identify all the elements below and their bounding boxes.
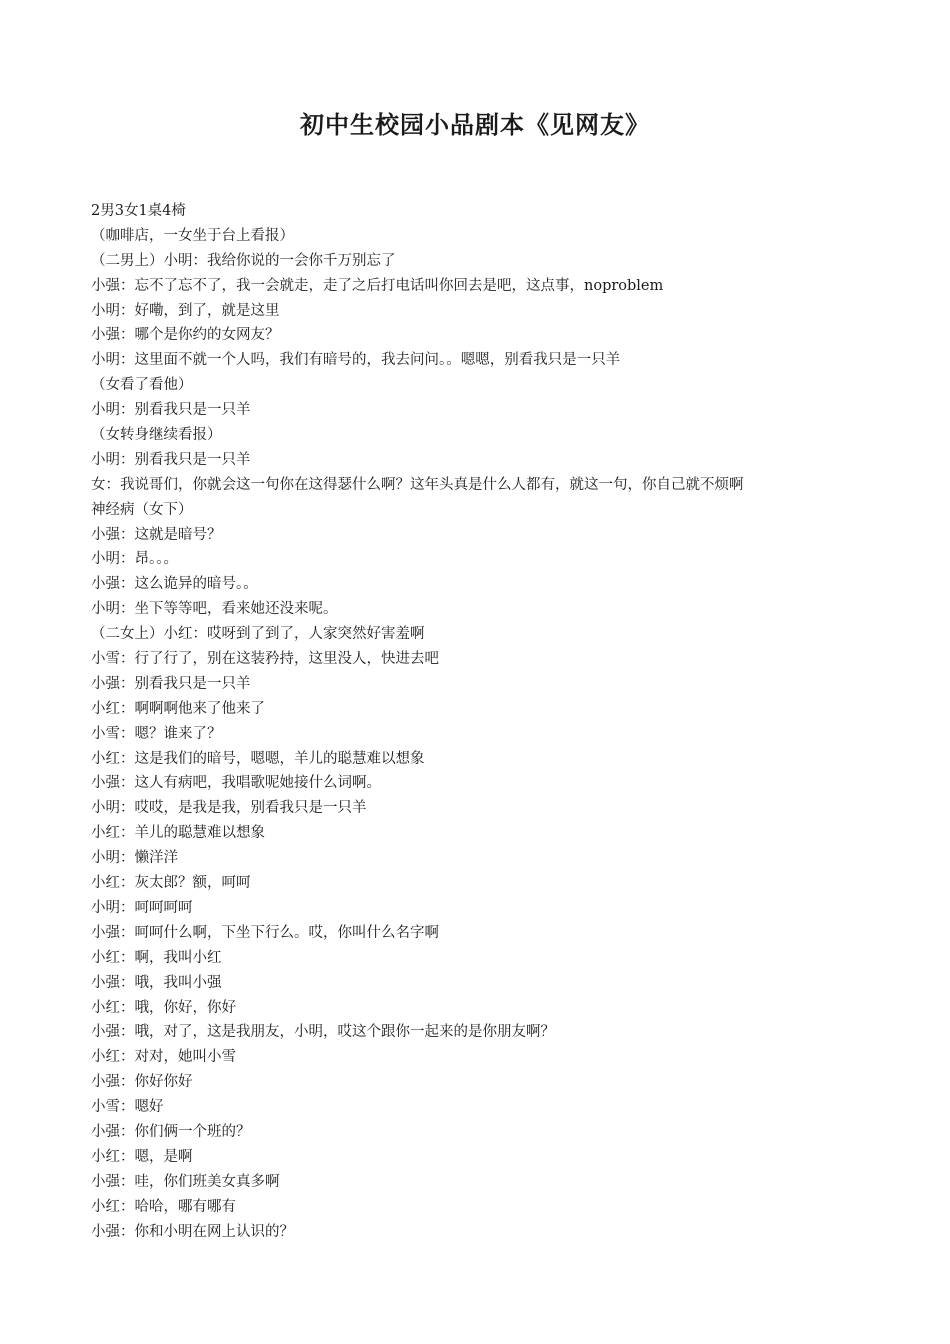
script-body <box>91 199 871 1244</box>
script-line: 小明：别看我只是一只羊 <box>91 402 251 419</box>
script-line: 小明：别看我只是一只羊 <box>91 451 251 468</box>
script-line: （二女上）小红：哎呀到了到了，人家突然好害羞啊 <box>91 626 425 643</box>
script-line: 小强：忘不了忘不了，我一会就走，走了之后打电话叫你回去是吧，这点事，noproblem <box>91 277 664 294</box>
script-line: 小明：哎哎，是我是我，别看我只是一只羊 <box>91 800 367 817</box>
script-line: 小明：呵呵呵呵 <box>91 899 193 916</box>
script-line: 小红：这是我们的暗号，嗯嗯，羊儿的聪慧难以想象 <box>91 750 425 767</box>
script-line: 小强：这人有病吧，我唱歌呢她接什么词啊。 <box>91 775 381 792</box>
document-title: 初中生校园小品剧本《见网友》 <box>300 110 650 139</box>
script-line: 小红：哦，你好，你好 <box>91 999 236 1016</box>
script-line: （咖啡店，一女坐于台上看报） <box>91 227 294 244</box>
script-line: 小强：哇，你们班美女真多啊 <box>91 1173 280 1190</box>
script-line: 小强：这么诡异的暗号。。 <box>91 576 258 593</box>
script-line: 小雪：行了行了，别在这装矜持，这里没人，快进去吧 <box>91 651 439 668</box>
script-line: （女看了看他） <box>91 377 193 394</box>
script-line: 小红：羊儿的聪慧难以想象 <box>91 825 265 842</box>
script-line: 小明：这里面不就一个人吗，我们有暗号的，我去问问。。嗯嗯，别看我只是一只羊 <box>91 352 621 369</box>
script-line: 小红：啊，我叫小红 <box>91 949 222 966</box>
script-line: 小明：昂。。。 <box>91 551 178 568</box>
script-line: 小明：坐下等等吧，看来她还没来呢。 <box>91 601 338 618</box>
script-line: 小明：好嘞，到了，就是这里 <box>91 302 280 319</box>
script-line: 女：我说哥们，你就会这一句你在这得瑟什么啊？这年头真是什么人都有，就这一句，你自己就不烦啊 <box>91 476 744 493</box>
script-line: 小强：这就是暗号？ <box>91 526 222 543</box>
script-line: 小红：灰太郎？额，呵呵 <box>91 875 251 892</box>
script-line: （二男上）小明：我给你说的一会你千万别忘了 <box>91 252 396 269</box>
script-line: 小强：别看我只是一只羊 <box>91 675 251 692</box>
script-line: 小强：你们俩一个班的？ <box>91 1123 251 1140</box>
script-line: 小强：你和小明在网上认识的？ <box>91 1223 294 1240</box>
script-line: 2男3女1桌4椅 <box>91 203 186 219</box>
script-line: 小红：对对，她叫小雪 <box>91 1049 236 1066</box>
script-line: 小强：呵呵什么啊，下坐下行么。哎，你叫什么名字啊 <box>91 924 439 941</box>
script-line: 小强：你好你好 <box>91 1074 193 1091</box>
script-line: 小强：哪个是你约的女网友？ <box>91 327 280 344</box>
script-line: 小强：哦，对了，这是我朋友，小明，哎这个跟你一起来的是你朋友啊？ <box>91 1024 555 1041</box>
script-line: 小红：嗯，是啊 <box>91 1148 193 1165</box>
script-line: 小红：哈哈，哪有哪有 <box>91 1198 236 1215</box>
script-line: 小红：啊啊啊他来了他来了 <box>91 700 265 717</box>
script-line: 小强：哦，我叫小强 <box>91 974 222 991</box>
script-line: 小雪：嗯好 <box>91 1099 164 1116</box>
script-line: 小明：懒洋洋 <box>91 850 178 867</box>
script-line: 小雪：嗯？谁来了？ <box>91 725 222 742</box>
script-line: （女转身继续看报） <box>91 427 222 444</box>
script-line: 神经病（女下） <box>91 501 193 518</box>
